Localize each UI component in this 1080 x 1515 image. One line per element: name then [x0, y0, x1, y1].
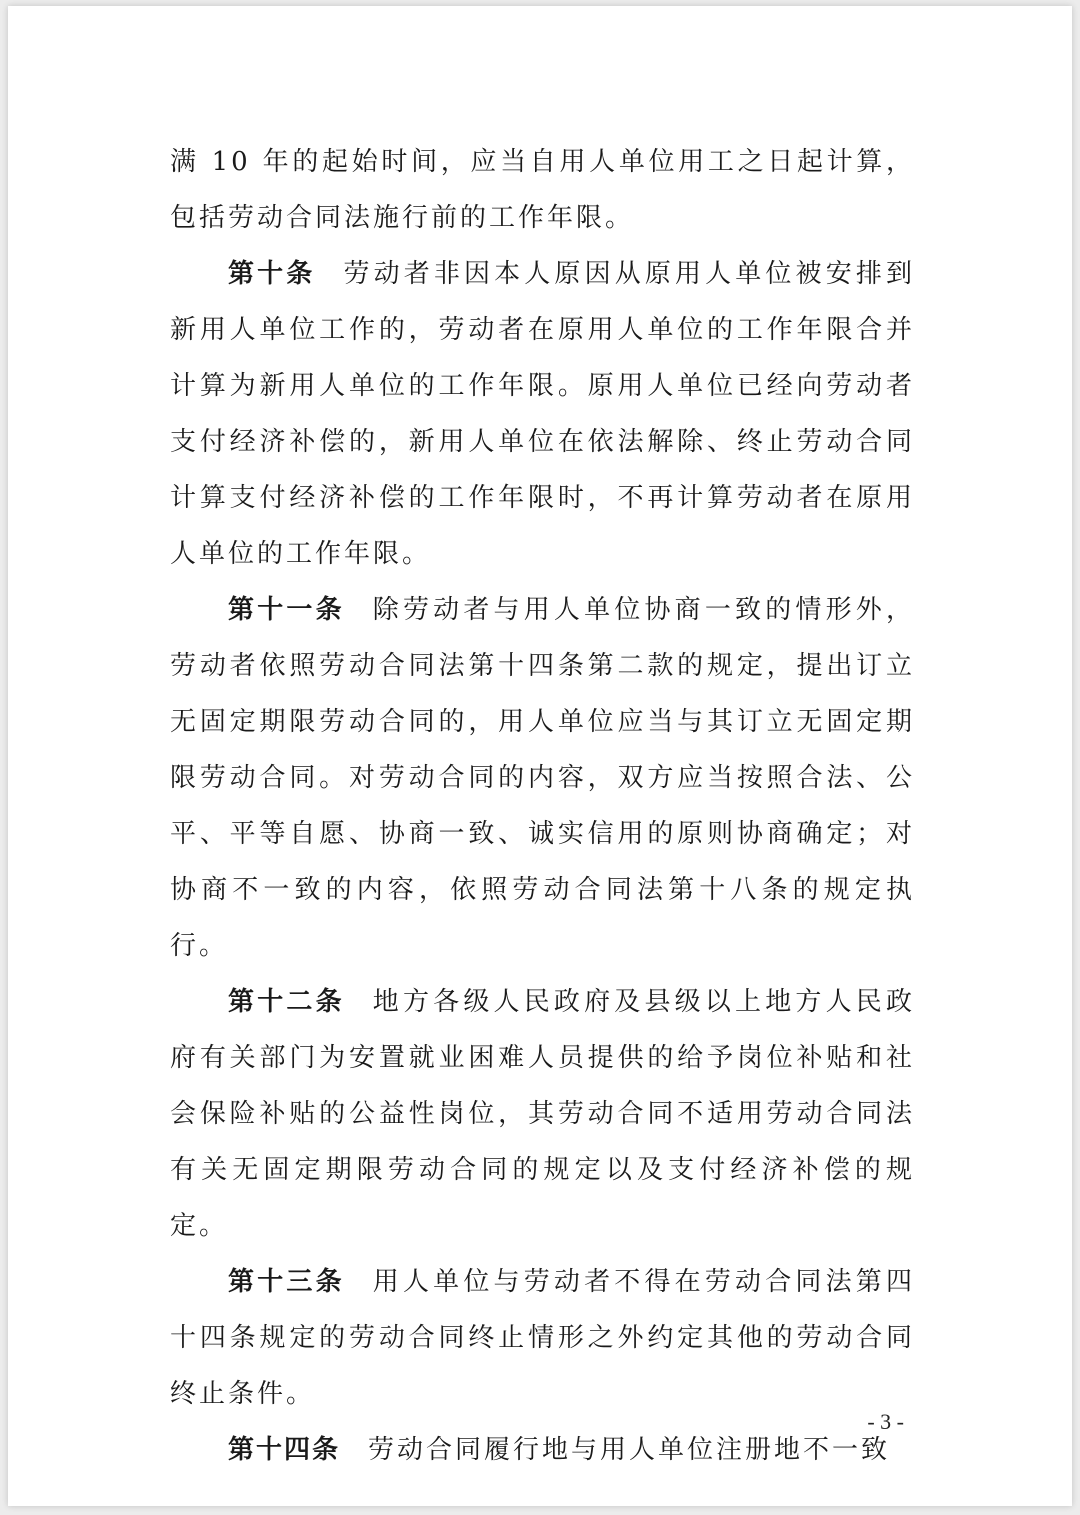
article-text: 地方各级人民政府及县级以上地方人民政府有关部门为安置就业困难人员提供的给予岗位补贴和社会保险补贴的公益性岗位，其劳动合同不适用劳动合同法有关无固定期限劳动合同的规定以及支付经济补偿的规定。 [170, 987, 915, 1241]
article-12 [170, 974, 915, 1254]
document-body [170, 134, 915, 1478]
article-text: 劳动者非因本人原因从原用人单位被安排到新用人单位工作的，劳动者在原用人单位的工作年限合并计算为新用人单位的工作年限。原用人单位已经向劳动者支付经济补偿的，新用人单位在依法解除、终止劳动合同计算支付经济补偿的工作年限时，不再计算劳动者在原用人单位的工作年限。 [170, 259, 915, 569]
article-text: 劳动合同履行地与用人单位注册地不一致 [368, 1435, 891, 1465]
article-11 [170, 582, 915, 974]
document-page [8, 6, 1072, 1506]
article-text: 除劳动者与用人单位协商一致的情形外，劳动者依照劳动合同法第十四条第二款的规定，提出订立无固定期限劳动合同的，用人单位应当与其订立无固定期限劳动合同。对劳动合同的内容，双方应当按照合法、公平、平等自愿、协商一致、诚实信用的原则协商确定；对协商不一致的内容，依照劳动合同法第十八条的规定执行。 [170, 595, 915, 961]
article-13 [170, 1254, 915, 1422]
page-number: - 3 - [867, 1409, 904, 1434]
article-heading: 第十二条 [228, 987, 345, 1017]
article-14 [170, 1422, 915, 1478]
paragraph-text: 满 10 年的起始时间，应当自用人单位用工之日起计算，包括劳动合同法施行前的工作年限。 [170, 147, 915, 233]
article-heading: 第十三条 [228, 1267, 345, 1297]
article-heading: 第十四条 [228, 1435, 341, 1465]
article-10 [170, 246, 915, 582]
paragraph-continuation [170, 134, 915, 246]
article-heading: 第十一条 [228, 595, 345, 625]
article-text: 用人单位与劳动者不得在劳动合同法第四十四条规定的劳动合同终止情形之外约定其他的劳动合同终止条件。 [170, 1267, 915, 1409]
article-heading: 第十条 [228, 259, 316, 289]
